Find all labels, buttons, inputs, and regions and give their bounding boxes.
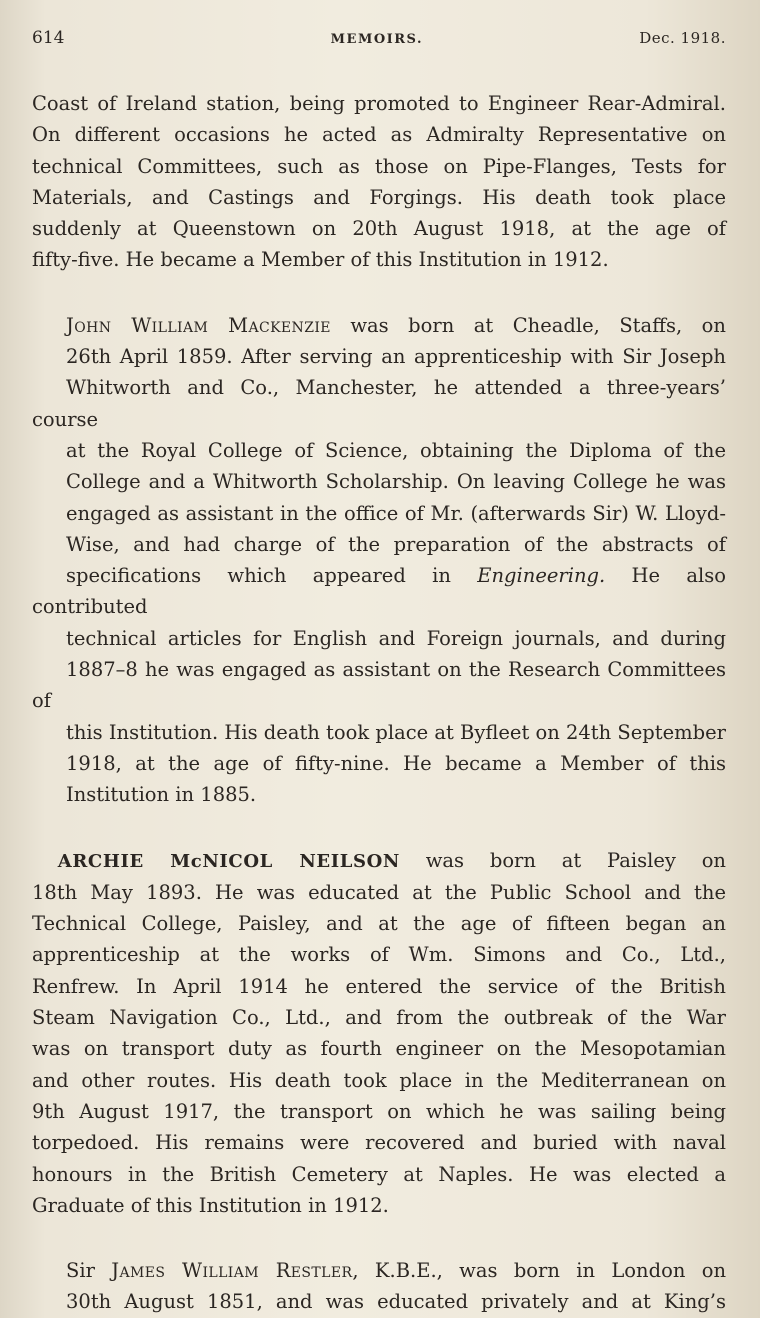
text-line: torpedoed. His remains were recovered and buried with naval	[32, 1131, 726, 1155]
text-line: Technical College, Paisley, and at the age of fifteen began an	[32, 912, 726, 936]
text-line	[32, 845, 726, 877]
text-line	[32, 1255, 726, 1286]
text-line: Graduate of this Institution in 1912.	[32, 1193, 389, 1217]
text-line: 26th April 1859. After serving an apprenticeship with Sir Joseph	[66, 345, 726, 369]
text-span: was born at Paisley on	[399, 848, 726, 872]
memoir-name: James William Restler	[111, 1259, 353, 1283]
text-line: and other routes. His death took place in the Mediterranean on	[32, 1068, 726, 1092]
memoir-name: John William Mackenzie	[66, 313, 331, 337]
text-line	[32, 560, 726, 623]
memoir-name: ARCHIE McNICOL NEILSON	[57, 850, 400, 872]
text-line: Wise, and had charge of the preparation of the abstracts of	[66, 532, 726, 556]
running-head	[32, 28, 726, 58]
text-line: 30th August 1851, and was educated privately and at King’s	[66, 1290, 726, 1314]
memoir-paragraph-continued	[32, 88, 726, 276]
text-line: was on transport duty as fourth engineer on the Mesopotamian	[32, 1037, 726, 1061]
text-line: Renfrew. In April 1914 he entered the service of the British	[32, 974, 726, 998]
text-line: Whitworth and Co., Manchester, he attended a three-years’ course	[32, 376, 726, 431]
text-line: 1918, at the age of fifty-nine. He became a Member of this	[66, 751, 726, 775]
text-line: technical articles for English and Foreign journals, and during	[66, 626, 726, 650]
italic-title: Engineering.	[477, 564, 606, 588]
text-span: specifications which appeared in	[66, 564, 478, 588]
text-line: Materials, and Castings and Forgings. His death took place	[32, 185, 726, 209]
text-line: 1887–8 he was engaged as assistant on the Research Committees of	[32, 658, 726, 713]
text-line: Institution in 1885.	[66, 783, 257, 807]
text-line: 18th May 1893. He was educated at the Public School and the	[32, 880, 726, 904]
text-line: fifty-five. He became a Member of this Institution in 1912.	[32, 248, 609, 272]
running-title: MEMOIRS.	[330, 32, 423, 47]
memoir-restler	[32, 1255, 726, 1318]
running-date: Dec. 1918.	[639, 29, 726, 47]
book-page	[32, 28, 726, 1318]
text-line	[32, 310, 726, 341]
text-line: at the Royal College of Science, obtaining the Diploma of the	[66, 438, 726, 462]
memoir-neilson	[32, 845, 726, 1222]
text-line: Coast of Ireland station, being promoted to Engineer Rear-Admiral.	[32, 92, 726, 115]
text-line: this Institution. His death took place at Byfleet on 24th September	[66, 720, 726, 744]
text-line: engaged as assistant in the office of Mr. (afterwards Sir) W. Lloyd-	[66, 501, 726, 525]
text-span: He also contributed	[32, 564, 726, 619]
text-span: , K.B.E., was born in London on	[352, 1259, 727, 1283]
text-line: apprenticeship at the works of Wm. Simons and Co., Ltd.,	[32, 943, 726, 967]
text-span: was born at Cheadle, Staffs, on	[330, 313, 726, 337]
text-line: 9th August 1917, the transport on which he was sailing being	[32, 1099, 726, 1123]
text-line: On different occasions he acted as Admiralty Representative on	[32, 123, 726, 147]
text-line: Steam Navigation Co., Ltd., and from the outbreak of the War	[32, 1006, 726, 1030]
text-line: suddenly at Queenstown on 20th August 1918, at the age of	[32, 217, 726, 241]
text-line: honours in the British Cemetery at Naples. He was elected a	[32, 1162, 726, 1186]
text-span: Sir	[66, 1259, 112, 1283]
memoir-mackenzie	[32, 310, 726, 811]
page-number: 614	[32, 28, 65, 48]
text-line: technical Committees, such as those on Pipe-Flanges, Tests for	[32, 154, 726, 178]
text-line: College and a Whitworth Scholarship. On leaving College he was	[66, 470, 726, 494]
